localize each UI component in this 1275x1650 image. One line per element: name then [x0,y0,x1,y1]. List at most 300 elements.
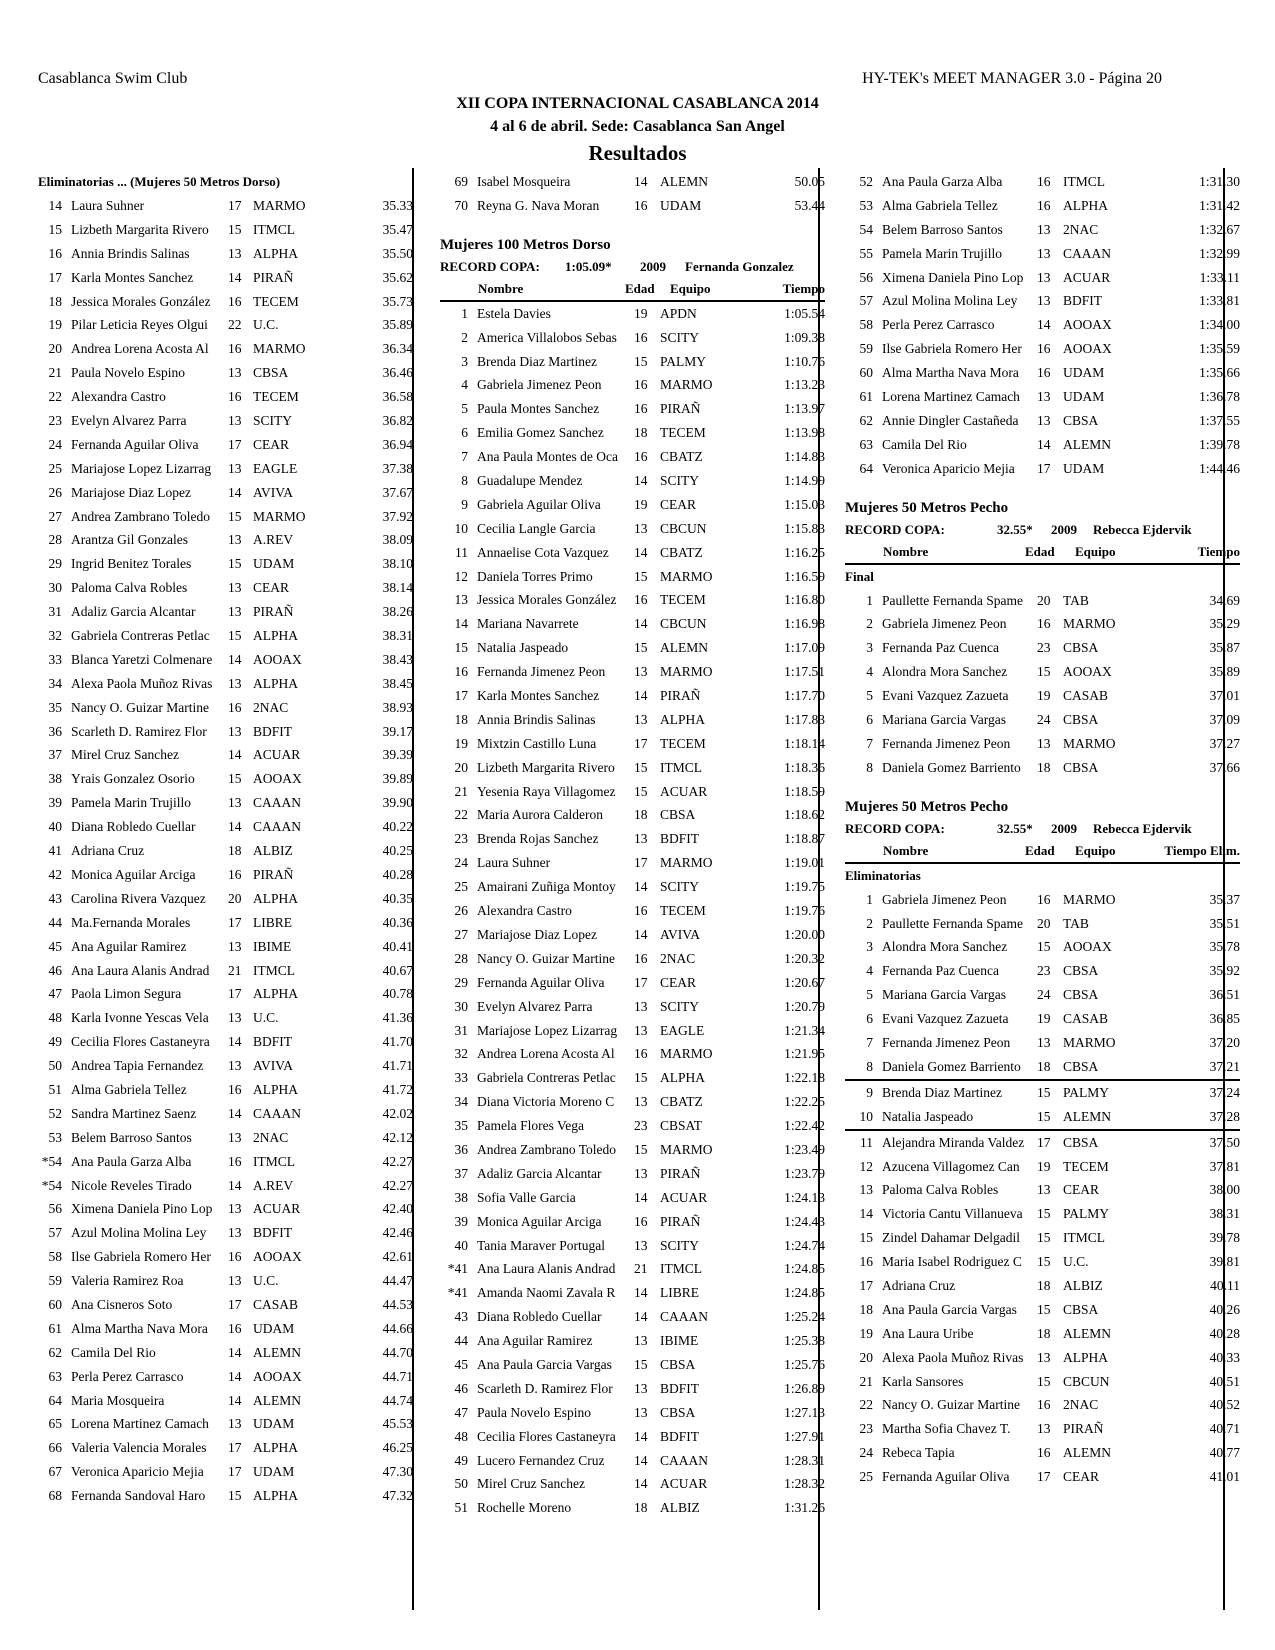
cell-age: 13 [1037,389,1051,405]
cell-time: 1:26.89 [784,1380,825,1396]
column-header-row [845,541,1240,565]
cell-age: 13 [228,1129,242,1145]
cell-team: BDFIT [253,1034,293,1050]
cell-age: 15 [634,783,648,799]
cell-age: 14 [228,1105,242,1121]
cell-place: 63 [48,1368,62,1384]
cell-age: 13 [228,795,242,811]
cell-team: PIRAÑ [660,401,701,417]
cell-place: 49 [454,1452,468,1468]
record-line [845,519,1240,541]
cell-name: Andrea Zambrano Toledo [71,508,211,524]
cell-age: 15 [228,508,242,524]
cell-time: 1:24.43 [784,1213,825,1229]
cell-team: ALPHA [253,675,299,691]
cell-team: MARMO [660,664,713,680]
result-row [38,743,413,767]
cell-name: Daniela Gomez Barriento [882,1058,1021,1074]
result-row [440,923,825,947]
cell-time: 1:24.74 [784,1237,825,1253]
cell-team: SCITY [660,473,700,489]
result-row [38,361,413,385]
cell-place: 24 [859,1445,873,1461]
result-row [440,708,825,732]
result-row [38,1245,413,1269]
cell-name: Gabriela Aguilar Oliva [477,496,601,512]
event-title: Mujeres 100 Metros Dorso [440,236,611,253]
cell-place: 38 [454,1189,468,1205]
cell-team: ALBIZ [660,1500,700,1516]
cell-team: UDAM [1063,460,1105,476]
cell-name: Paula Novelo Espino [71,365,185,381]
cell-time: 41.36 [382,1010,413,1026]
cell-name: Annia Brindis Salinas [477,711,596,727]
cell-team: CBATZ [660,449,703,465]
cell-age: 23 [1037,640,1051,656]
cell-team: MARMO [253,341,306,357]
cell-time: 38.93 [382,699,413,715]
cell-time: 1:16.25 [784,544,825,560]
cell-place: *41 [447,1285,468,1301]
result-row [440,1114,825,1138]
cell-age: 17 [228,198,242,213]
result-row [38,1365,413,1389]
cell-team: ALPHA [253,986,299,1002]
cell-time: 37.24 [1209,1084,1240,1100]
cell-place: 44 [454,1333,468,1349]
cell-name: Andrea Lorena Acosta Al [71,341,209,357]
header-age: Edad [1025,842,1055,858]
cell-age: 14 [634,1285,648,1301]
cell-team: ALEMN [1063,436,1111,452]
cell-age: 15 [228,771,242,787]
cell-team: UDAM [660,197,702,213]
cell-time: 37.27 [1209,735,1240,751]
cell-time: 35.92 [1209,963,1240,979]
cell-team: CASAB [1063,1011,1109,1027]
cell-name: Brenda Diaz Martinez [477,353,597,369]
cell-age: 13 [228,604,242,620]
cell-place: 46 [454,1380,468,1396]
cell-age: 14 [634,926,648,942]
cell-place: 10 [859,1108,873,1124]
cell-age: 16 [228,1081,242,1097]
cell-team: AOOAX [253,771,302,787]
result-row [440,1257,825,1281]
result-row [845,589,1240,613]
result-row [440,1377,825,1401]
result-row [38,624,413,648]
cell-team: TECEM [660,592,706,608]
header-name: Nombre [883,543,929,559]
cell-time: 1:24.85 [784,1285,825,1301]
result-row [440,326,825,350]
cell-age: 14 [634,1428,648,1444]
cell-age: 15 [634,1141,648,1157]
cell-name: Alma Gabriela Tellez [882,197,998,213]
round-label: Eliminatorias [845,867,921,883]
cell-name: Fernanda Jimenez Peon [882,1035,1011,1051]
cell-age: 16 [1037,891,1051,907]
result-row [845,888,1240,912]
cell-place: 9 [461,496,468,512]
cell-place: 5 [461,401,468,417]
cell-place: 62 [859,412,873,428]
cell-team: CEAR [253,436,290,452]
result-row [38,266,413,290]
cell-name: Alondra Mora Sanchez [882,939,1008,955]
cell-time: 42.27 [382,1153,413,1169]
cell-name: Scarleth D. Ramirez Flor [477,1380,613,1396]
cell-team: 2NAC [253,699,289,715]
result-row [440,1186,825,1210]
cell-place: 29 [454,974,468,990]
cell-team: ACUAR [253,1201,301,1217]
header-name: Nombre [883,842,929,858]
cell-place: 15 [859,1230,873,1246]
cell-age: 13 [228,938,242,954]
cell-age: 13 [228,532,242,548]
cell-time: 1:19.75 [784,879,825,895]
results-list [845,170,1240,481]
cell-age: 15 [1037,664,1051,680]
cell-time: 42.46 [382,1225,413,1241]
cell-age: 18 [1037,1277,1051,1293]
cell-team: SCITY [660,329,700,345]
cell-place: 47 [454,1404,468,1420]
record-line [845,818,1240,840]
cell-place: 12 [454,568,468,584]
cell-name: Annaelise Cota Vazquez [477,544,609,560]
cell-team: CBSA [1063,1301,1099,1317]
cell-team: UDAM [1063,389,1105,405]
cell-name: Evani Vazquez Zazueta [882,1011,1009,1027]
cell-name: Alondra Mora Sanchez [882,664,1008,680]
cell-team: U.C. [1063,1254,1089,1270]
cell-team: UDAM [253,1320,295,1336]
cell-age: 18 [634,425,648,441]
cell-age: 13 [1037,293,1051,309]
cell-team: BDFIT [660,831,700,847]
result-row [38,552,413,576]
cell-age: 13 [634,1237,648,1253]
result-row [440,1042,825,1066]
cell-place: 7 [866,735,873,751]
result-row [38,218,413,242]
cell-team: MARMO [1063,891,1116,907]
cell-time: 35.62 [382,269,413,285]
result-row [440,971,825,995]
result-row [440,1425,825,1449]
cell-place: 32 [48,628,62,644]
cell-team: ALEMN [253,1344,301,1360]
cell-name: Nancy O. Guizar Martine [882,1397,1020,1413]
cell-name: Alejandra Miranda Valdez [882,1134,1025,1150]
cell-time: 1:22.25 [784,1094,825,1110]
cell-name: Karla Ivonne Yescas Vela [71,1010,209,1026]
cell-name: Pilar Leticia Reyes Olgui [71,317,208,333]
cell-age: 16 [1037,616,1051,632]
cell-team: CBSA [660,1356,696,1372]
cell-name: Fernanda Jimenez Peon [882,735,1011,751]
cell-age: 23 [634,1118,648,1134]
cell-time: 38.31 [382,628,413,644]
cell-name: Camila Del Rio [71,1344,156,1360]
cell-time: 37.01 [1209,688,1240,704]
cell-team: PIRAÑ [1063,1421,1104,1437]
cell-name: Diana Victoria Moreno C [477,1094,615,1110]
cell-name: Pamela Marin Trujillo [882,245,1003,261]
cell-age: 14 [228,1034,242,1050]
cell-time: 1:13.98 [784,425,825,441]
result-row [440,445,825,469]
cell-name: Mariajose Diaz Lopez [71,484,191,500]
cell-age: 16 [634,377,648,393]
cell-name: Natalia Jaspeado [477,640,569,656]
cell-place: 22 [454,807,468,823]
cell-place: 48 [48,1010,62,1026]
cell-team: CBCUN [660,520,707,536]
cell-time: 1:14.99 [784,473,825,489]
result-row [440,373,825,397]
cell-name: Ximena Daniela Pino Lop [71,1201,213,1217]
cell-team: TECEM [660,903,706,919]
cell-name: Laura Suhner [477,855,551,871]
cell-place: 40 [48,819,62,835]
record-time: 1:05.09* [565,258,612,274]
cell-name: Nancy O. Guizar Martine [71,699,209,715]
cell-time: 1:14.83 [784,449,825,465]
cell-time: 1:16.80 [784,592,825,608]
cell-team: APDN [660,305,697,321]
cell-place: 3 [866,939,873,955]
cell-place: 27 [48,508,62,524]
cell-time: 39.89 [382,771,413,787]
cell-time: 40.22 [382,819,413,835]
cell-age: 13 [228,1416,242,1432]
cell-time: 1:21.95 [784,1046,825,1062]
cell-team: BDFIT [253,1225,293,1241]
header-team: Equipo [1075,543,1116,559]
report-title: Resultados [588,141,687,165]
result-row [38,887,413,911]
cell-time: 34.69 [1209,592,1240,608]
cell-name: Evelyn Alvarez Parra [71,413,187,429]
result-row [845,385,1240,409]
cell-place: 54 [859,221,873,237]
cell-time: 35.51 [1209,915,1240,931]
cell-name: Brenda Diaz Martinez [882,1084,1002,1100]
cell-name: Yrais Gonzalez Osorio [71,771,195,787]
result-row [38,1197,413,1221]
cell-age: 16 [634,401,648,417]
cell-team: SCITY [660,1237,700,1253]
cell-team: AOOAX [1063,341,1112,357]
result-row [845,1226,1240,1250]
cell-team: ITMCL [253,962,295,978]
cell-time: 1:28.31 [784,1452,825,1468]
cell-team: AVIVA [253,1058,294,1074]
cell-time: 36.94 [382,436,413,452]
cell-age: 15 [228,556,242,572]
cell-place: 20 [48,341,62,357]
cell-age: 13 [228,723,242,739]
cell-place: 13 [454,592,468,608]
cell-place: 30 [454,998,468,1014]
cell-time: 38.26 [382,604,413,620]
result-row [440,636,825,660]
cell-time: 36.51 [1209,987,1240,1003]
cell-place: 53 [859,197,873,213]
cell-age: 18 [1037,1325,1051,1341]
cell-place: 28 [454,950,468,966]
cell-name: Cecilia Langle Garcia [477,520,596,536]
cell-team: UDAM [253,1464,295,1480]
cell-age: 17 [228,1464,242,1480]
result-row [845,1031,1240,1055]
cell-time: 1:23.49 [784,1141,825,1157]
result-row [440,803,825,827]
cell-time: 1:13.23 [784,377,825,393]
result-row [440,1401,825,1425]
result-row [38,409,413,433]
cell-time: 35.73 [382,293,413,309]
software-page-label: HY-TEK's MEET MANAGER 3.0 - Página 20 [862,70,1162,87]
cell-age: 13 [634,1165,648,1181]
cell-place: 39 [48,795,62,811]
result-row [440,1329,825,1353]
cell-age: 13 [634,1094,648,1110]
cell-place: 40 [454,1237,468,1253]
result-row [845,1178,1240,1202]
cell-place: 66 [48,1440,62,1456]
cell-age: 14 [228,269,242,285]
cell-name: Gabriela Jimenez Peon [882,891,1007,907]
result-row [440,1019,825,1043]
cell-age: 20 [1037,592,1051,608]
cell-name: Azucena Villagomez Can [882,1158,1020,1174]
result-row [440,1138,825,1162]
cell-name: Adaliz Garcia Alcantar [477,1165,602,1181]
cell-name: Karla Sansores [882,1373,964,1389]
cell-age: 14 [634,688,648,704]
result-row [845,433,1240,457]
cell-name: Lorena Martinez Camach [71,1416,209,1432]
cell-place: 33 [48,651,62,667]
cell-time: 40.28 [1209,1325,1240,1341]
result-row [38,648,413,672]
cell-time: 40.51 [1209,1373,1240,1389]
cell-team: ITMCL [660,1261,702,1277]
result-row [845,935,1240,959]
cell-team: AOOAX [1063,939,1112,955]
cell-team: ITMCL [1063,1230,1105,1246]
cell-age: 13 [634,711,648,727]
result-row [440,780,825,804]
result-row [440,1210,825,1234]
cell-team: CBSA [1063,412,1099,428]
cell-place: 59 [859,341,873,357]
cell-name: Rebeca Tapia [882,1445,955,1461]
result-row [845,1105,1240,1129]
cell-place: 22 [48,389,62,405]
cell-name: Ingrid Benitez Torales [71,556,192,572]
cell-place: 19 [859,1325,873,1341]
cell-age: 23 [1037,963,1051,979]
cell-name: Rochelle Moreno [477,1500,572,1516]
cell-name: Paola Limon Segura [71,986,182,1002]
cell-place: *54 [41,1177,62,1193]
cell-team: UDAM [253,556,295,572]
cell-name: Daniela Torres Primo [477,568,593,584]
cell-place: 8 [461,473,468,489]
cell-age: 13 [634,1333,648,1349]
cell-team: PIRAÑ [660,688,701,704]
cell-place: 16 [454,664,468,680]
cell-time: 45.53 [382,1416,413,1432]
cell-time: 1:20.32 [784,950,825,966]
cell-team: 2NAC [1063,221,1099,237]
column-header-row [440,278,825,302]
result-row [440,899,825,923]
cell-name: Paula Montes Sanchez [477,401,600,417]
cell-team: TAB [1063,915,1089,931]
cell-team: ALPHA [1063,1349,1109,1365]
cell-name: Veronica Aparicio Mejia [71,1464,204,1480]
cell-team: SCITY [660,879,700,895]
record-time: 32.55* [997,820,1033,836]
cell-name: Azul Molina Molina Ley [882,293,1018,309]
cell-team: ALBIZ [253,843,293,859]
result-row [440,194,825,218]
cell-name: Reyna G. Nava Moran [477,197,600,213]
event-title: Mujeres 50 Metros Pecho [845,798,1009,815]
cell-place: 64 [48,1392,62,1408]
cell-time: 35.89 [382,317,413,333]
cell-place: 38 [48,771,62,787]
cell-name: Adriana Cruz [882,1277,956,1293]
cell-age: 16 [634,592,648,608]
cell-team: 2NAC [1063,1397,1099,1413]
cell-place: 47 [48,986,62,1002]
result-row [440,1162,825,1186]
cell-name: Lizbeth Margarita Rivero [71,221,209,237]
cell-team: MARMO [660,855,713,871]
cell-age: 15 [634,640,648,656]
record-label: RECORD COPA: [845,820,945,836]
result-row [38,1150,413,1174]
cell-place: 55 [859,245,873,261]
cell-place: 31 [48,604,62,620]
result-row [38,481,413,505]
cell-name: Pamela Flores Vega [477,1118,584,1134]
cell-age: 14 [228,484,242,500]
cell-name: Nancy O. Guizar Martine [477,950,615,966]
cell-age: 13 [1037,412,1051,428]
cell-age: 13 [1037,245,1051,261]
cell-team: EAGLE [660,1022,705,1038]
cell-time: 1:05.54 [784,305,825,321]
cell-name: Gabriela Contreras Petlac [71,628,210,644]
result-row [38,337,413,361]
cell-name: Pamela Marin Trujillo [71,795,192,811]
cell-time: 38.45 [382,675,413,691]
cell-place: 59 [48,1273,62,1289]
cell-name: Ana Paula Garza Alba [71,1153,192,1169]
cell-age: 17 [634,855,648,871]
result-row [38,1030,413,1054]
cell-age: 16 [228,341,242,357]
